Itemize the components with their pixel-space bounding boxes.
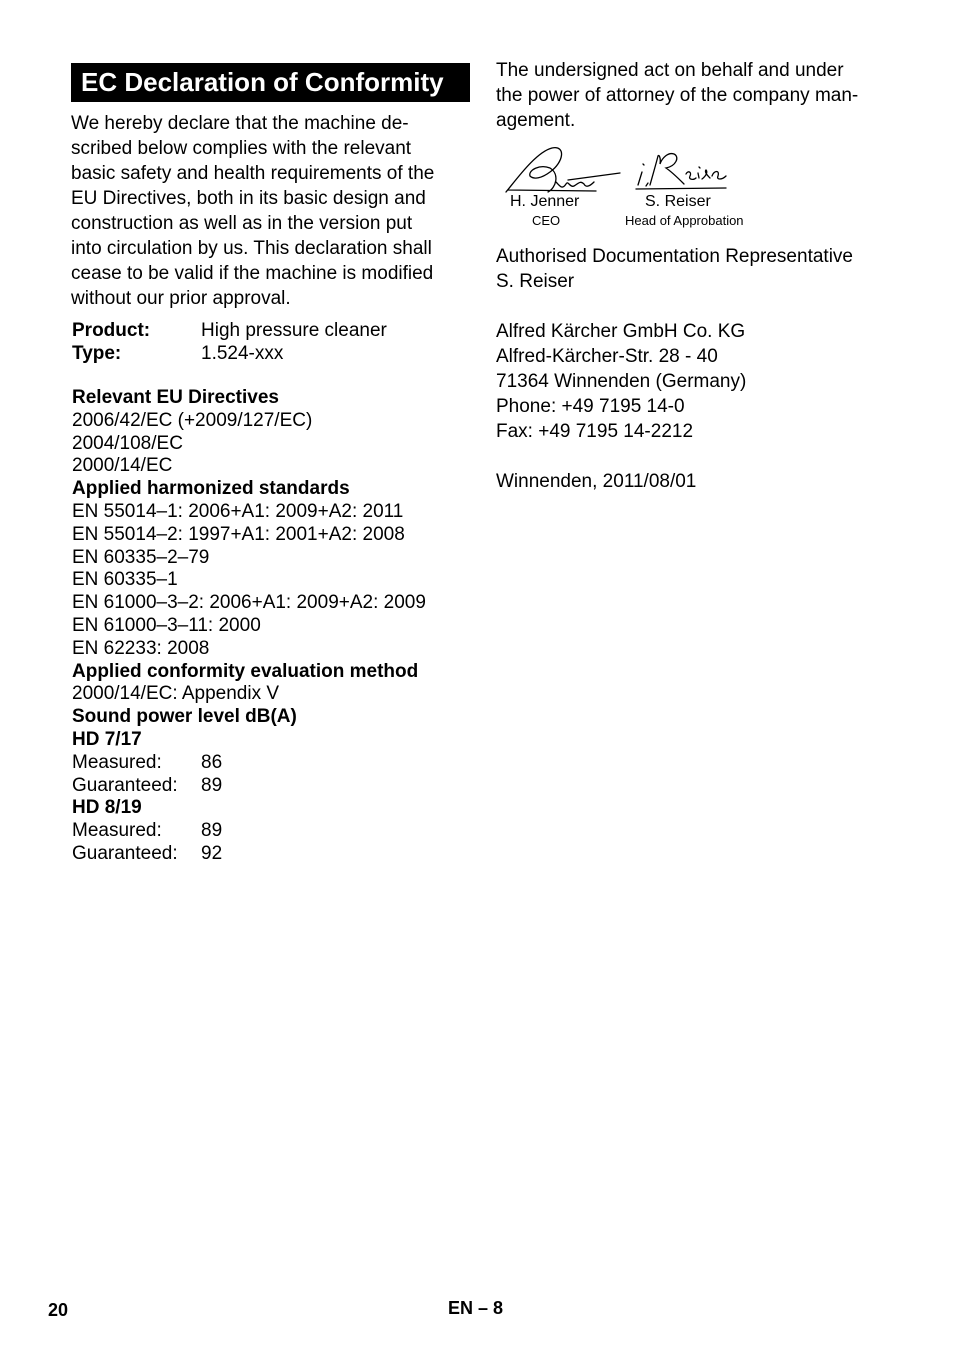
- intro-line: basic safety and health requirements of the: [71, 163, 435, 184]
- guaranteed-row: [72, 775, 472, 798]
- measured-label: Measured:: [72, 751, 162, 773]
- standard-item: EN 61000–3–2: 2006+A1: 2009+A2: 2009: [72, 592, 426, 614]
- signature-reiser: [636, 154, 726, 189]
- model-name: HD 8/19: [72, 797, 142, 819]
- signatory-role: Head of Approbation: [625, 213, 744, 228]
- page-title: EC Declaration of Conformity: [71, 63, 470, 102]
- signature-jenner: [506, 148, 620, 192]
- intro-line: without our prior approval.: [71, 288, 291, 309]
- intro-line: EU Directives, both in its basic design and: [71, 188, 426, 209]
- intro-line: cease to be valid if the machine is modified: [71, 263, 434, 284]
- model-name: HD 7/17: [72, 728, 142, 750]
- attorney-paragraph: [496, 58, 896, 133]
- place-date: [496, 469, 896, 494]
- product-row: [72, 319, 387, 342]
- attorney-line: agement.: [496, 110, 576, 131]
- company-line: Alfred-Kärcher-Str. 28 - 40: [496, 346, 718, 367]
- product-label: Product:: [72, 320, 151, 341]
- product-value: High pressure cleaner: [201, 320, 387, 341]
- directive-item: 2000/14/EC: [72, 455, 173, 477]
- intro-line: scribed below complies with the relevant: [71, 138, 412, 159]
- guaranteed-value: 89: [201, 774, 223, 796]
- standard-item: EN 55014–1: 2006+A1: 2009+A2: 2011: [72, 500, 404, 522]
- intro-paragraph: [71, 111, 471, 311]
- standard-item: EN 60335–1: [72, 569, 178, 591]
- standard-item: EN 61000–3–11: 2000: [72, 614, 261, 636]
- page-number: 20: [48, 1300, 69, 1320]
- representative-line: Authorised Documentation Representative: [496, 246, 853, 267]
- method-heading: Applied conformity evaluation method: [72, 660, 419, 682]
- intro-line: We hereby declare that the machine de-: [71, 113, 409, 134]
- company-address: [496, 319, 896, 444]
- company-line: 71364 Winnenden (Germany): [496, 371, 747, 392]
- measured-value: 86: [201, 751, 223, 773]
- directives-section: [72, 387, 472, 866]
- signatory-role: CEO: [532, 213, 561, 228]
- directive-item: 2006/42/EC (+2009/127/EC): [72, 409, 313, 431]
- attorney-line: The undersigned act on behalf and under: [496, 60, 844, 81]
- attorney-line: the power of attorney of the company man-: [496, 85, 859, 106]
- measured-value: 89: [201, 820, 223, 842]
- language-page-number: EN – 8: [448, 1298, 504, 1318]
- company-line: Phone: +49 7195 14-0: [496, 396, 685, 417]
- signatory-name: H. Jenner: [510, 193, 580, 210]
- guaranteed-label: Guaranteed:: [72, 774, 178, 796]
- directive-item: 2004/108/EC: [72, 432, 183, 454]
- place-date-text: Winnenden, 2011/08/01: [496, 471, 697, 492]
- guaranteed-value: 92: [201, 842, 223, 864]
- company-line: Alfred Kärcher GmbH Co. KG: [496, 321, 746, 342]
- measured-row: [72, 820, 472, 843]
- representative-line: S. Reiser: [496, 271, 575, 292]
- signatory-name: S. Reiser: [645, 193, 711, 210]
- type-label: Type:: [72, 343, 122, 364]
- measured-label: Measured:: [72, 820, 162, 842]
- guaranteed-label: Guaranteed:: [72, 842, 178, 864]
- intro-line: into circulation by us. This declaration shall: [71, 238, 432, 259]
- standard-item: EN 60335–2–79: [72, 546, 210, 568]
- intro-line: construction as well as in the version put: [71, 213, 413, 234]
- type-row: [72, 342, 283, 365]
- standard-item: EN 55014–2: 1997+A1: 2001+A2: 2008: [72, 523, 405, 545]
- standard-item: EN 62233: 2008: [72, 637, 210, 659]
- representative-paragraph: [496, 244, 896, 294]
- measured-row: [72, 752, 472, 775]
- method-item: 2000/14/EC: Appendix V: [72, 683, 280, 705]
- sound-heading: Sound power level dB(A): [72, 706, 297, 728]
- guaranteed-row: [72, 843, 472, 866]
- standards-heading: Applied harmonized standards: [72, 478, 350, 500]
- directives-heading: Relevant EU Directives: [72, 387, 279, 408]
- signature-block: [496, 140, 766, 235]
- company-line: Fax: +49 7195 14-2212: [496, 421, 694, 442]
- type-value: 1.524-xxx: [201, 343, 284, 364]
